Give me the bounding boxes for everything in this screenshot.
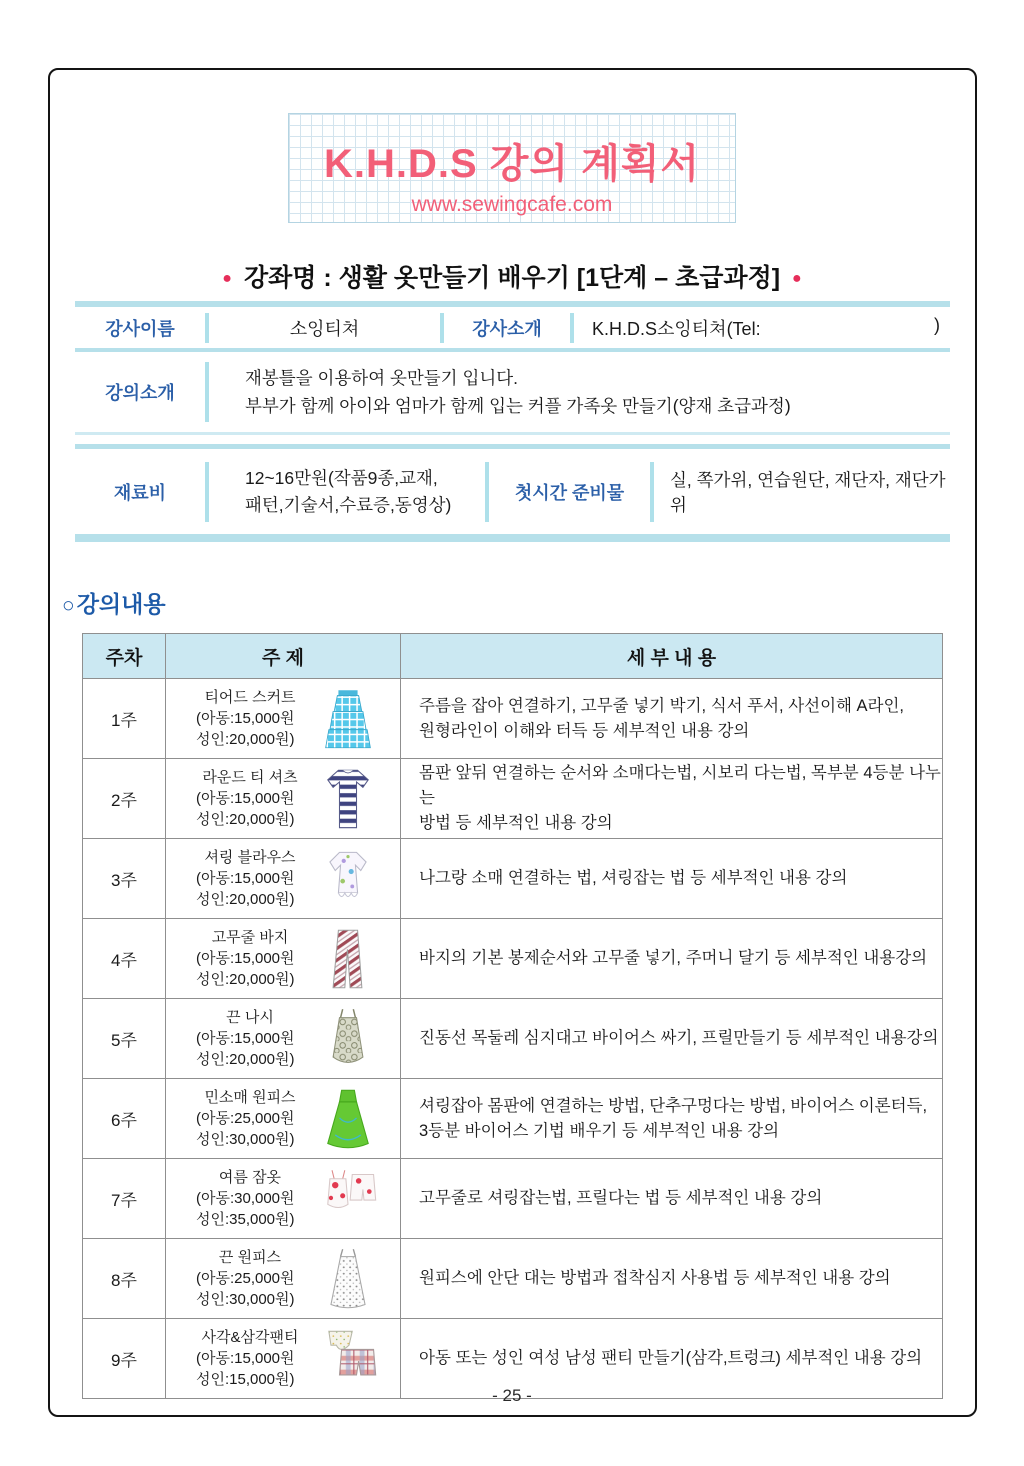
course-info-table (75, 301, 950, 542)
table-row (83, 839, 943, 919)
topic-title: 티어드 스커트 (204, 689, 296, 706)
week-cell: 3주 (83, 839, 166, 919)
detail-cell (401, 679, 943, 759)
price-adult: 성인:30,000원) (196, 1131, 295, 1148)
topic-cell (166, 999, 401, 1079)
topic-title: 끈 원피스 (218, 1249, 282, 1266)
price-child: (아동:15,000원 (196, 950, 295, 967)
course-intro-line1: 재봉틀을 이용하여 옷만들기 입니다. (245, 368, 519, 388)
topic-title: 고무줄 바지 (211, 929, 289, 946)
detail-line: 고무줄로 셔링잡는법, 프릴다는 법 등 세부적인 내용 강의 (419, 1189, 823, 1208)
profile-value (574, 315, 950, 341)
price-child: (아동:15,000원 (196, 870, 295, 887)
course-intro-line2: 부부가 함께 아이와 엄마가 함께 입는 커플 가족옷 만들기(양재 초급과정) (245, 396, 791, 416)
site-url[interactable]: www.sewingcafe.com (411, 193, 613, 216)
sleeveless-dress-photo (316, 1086, 380, 1152)
first-class-label: 첫시간 준비물 (514, 482, 625, 503)
topic-title: 여름 잠옷 (218, 1169, 282, 1186)
detail-line: 방법 등 세부적인 내용 강의 (419, 813, 613, 832)
instructor-value: 소잉티쳐 (289, 318, 360, 339)
price-adult: 성인:30,000원) (196, 1291, 295, 1308)
syllabus-table (82, 633, 943, 1399)
materials-value (209, 465, 485, 518)
detail-cell (401, 839, 943, 919)
topic-title: 셔링 블라우스 (204, 849, 296, 866)
bullet-icon: ● (792, 270, 802, 287)
course-intro-value (209, 364, 950, 420)
section-heading-text: 강의내용 (76, 591, 166, 617)
shirring-blouse-photo (316, 846, 380, 912)
topic-cell (166, 839, 401, 919)
materials-line1: 12~16만원(작품9종,교재, (245, 468, 438, 489)
info-row-instructor (75, 307, 950, 348)
table-row (83, 999, 943, 1079)
tiered-skirt-photo (316, 686, 380, 752)
detail-line: 진동선 목둘레 심지대고 바이어스 싸기, 프릴만들기 등 세부적인 내용강의 (419, 1029, 939, 1048)
detail-line: 나그랑 소매 연결하는 법, 셔링잡는 법 등 세부적인 내용 강의 (419, 869, 848, 888)
price-adult: 성인:20,000원) (196, 891, 295, 908)
spacer (75, 435, 950, 444)
detail-cell (401, 759, 943, 839)
price-adult: 성인:20,000원) (196, 731, 295, 748)
detail-cell (401, 1159, 943, 1239)
summer-pajama-photo (316, 1166, 380, 1232)
price-child: (아동:15,000원 (196, 790, 295, 807)
instructor-label: 강사이름 (105, 318, 175, 339)
topic-cell (166, 1239, 401, 1319)
topic-title: 사각&삼각팬티 (201, 1329, 299, 1346)
week-cell: 4주 (83, 919, 166, 999)
course-title (0, 258, 1024, 294)
detail-cell (401, 919, 943, 999)
section-heading (62, 586, 166, 619)
week-cell: 9주 (83, 1319, 166, 1399)
price-child: (아동:15,000원 (196, 1030, 295, 1047)
profile-value-paren: ) (934, 314, 940, 335)
profile-value-text: K.H.D.S소잉티쳐(Tel: (592, 318, 761, 339)
week-cell: 5주 (83, 999, 166, 1079)
course-intro-label: 강의소개 (105, 383, 175, 403)
topic-cell (166, 919, 401, 999)
table-row (83, 1239, 943, 1319)
info-row-intro (75, 352, 950, 432)
table-row (83, 679, 943, 759)
price-adult: 성인:15,000원) (196, 1371, 295, 1388)
price-adult: 성인:20,000원) (196, 971, 295, 988)
materials-line2: 패턴,기술서,수료증,동영상) (245, 494, 452, 515)
table-row (83, 759, 943, 839)
price-child: (아동:15,000원 (196, 710, 295, 727)
table-row (83, 1159, 943, 1239)
detail-line: 셔링잡아 몸판에 연결하는 방법, 단추구멍다는 방법, 바이어스 이론터득, (419, 1096, 928, 1115)
header-week: 주차 (83, 634, 166, 679)
price-child: (아동:25,000원 (196, 1270, 295, 1287)
price-adult: 성인:35,000원) (196, 1211, 295, 1228)
page-number: - 25 - (492, 1386, 532, 1405)
week-cell: 6주 (83, 1079, 166, 1159)
info-row-materials (75, 449, 950, 534)
profile-label: 강사소개 (472, 318, 542, 339)
detail-line: 바지의 기본 봉제순서와 고무줄 넣기, 주머니 달기 등 세부적인 내용강의 (419, 949, 928, 968)
topic-title: 민소매 원피스 (204, 1089, 296, 1106)
site-title: K.H.D.S 강의 계획서 (323, 142, 701, 186)
strap-sleeveless-photo (316, 1006, 380, 1072)
boxer-brief-photo (316, 1326, 380, 1392)
circle-marker-icon: ○ (62, 594, 75, 617)
bullet-icon: ● (222, 270, 232, 287)
topic-cell (166, 759, 401, 839)
topic-title: 끈 나시 (226, 1009, 274, 1026)
course-title-text: 강좌명 : 생활 옷만들기 배우기 [1단계 – 초급과정] (243, 264, 781, 292)
week-cell: 7주 (83, 1159, 166, 1239)
week-cell: 8주 (83, 1239, 166, 1319)
header-topic: 주 제 (166, 634, 401, 679)
topic-cell (166, 679, 401, 759)
week-cell: 2주 (83, 759, 166, 839)
price-child: (아동:25,000원 (196, 1110, 295, 1127)
detail-line: 원피스에 안단 대는 방법과 접착심지 사용법 등 세부적인 내용 강의 (419, 1269, 891, 1288)
elastic-pants-photo (316, 926, 380, 992)
topic-cell (166, 1079, 401, 1159)
detail-line: 원형라인이 이해와 터득 등 세부적인 내용 강의 (419, 721, 750, 740)
price-adult: 성인:20,000원) (196, 811, 295, 828)
materials-label: 재료비 (113, 482, 167, 503)
detail-line: 몸판 앞뒤 연결하는 순서와 소매다는법, 시보리 다는법, 목부분 4등분 나누는 (419, 764, 941, 808)
first-class-value: 실, 쪽가위, 연습원단, 재단자, 재단가위 (670, 469, 946, 515)
detail-line: 3등분 바이어스 기법 배우기 등 세부적인 내용 강의 (419, 1121, 780, 1140)
price-child: (아동:15,000원 (196, 1350, 295, 1367)
detail-cell (401, 1079, 943, 1159)
strap-dress-photo (316, 1246, 380, 1312)
topic-title: 라운드 티 셔츠 (202, 769, 298, 786)
detail-line: 아동 또는 성인 여성 남성 팬티 만들기(삼각,트렁크) 세부적인 내용 강의 (419, 1349, 923, 1368)
round-tshirt-photo (316, 766, 380, 832)
header-detail: 세 부 내 용 (401, 634, 943, 679)
detail-cell (401, 999, 943, 1079)
table-row (83, 919, 943, 999)
detail-cell (401, 1239, 943, 1319)
price-child: (아동:30,000원 (196, 1190, 295, 1207)
document-page (0, 18, 1024, 1466)
divider (75, 534, 950, 542)
topic-cell (166, 1159, 401, 1239)
logo-banner (288, 113, 736, 223)
week-cell: 1주 (83, 679, 166, 759)
table-header-row (83, 634, 943, 679)
price-adult: 성인:20,000원) (196, 1051, 295, 1068)
table-row (83, 1079, 943, 1159)
detail-line: 주름을 잡아 연결하기, 고무줄 넣기 박기, 식서 푸서, 사선이해 A라인, (419, 696, 905, 715)
